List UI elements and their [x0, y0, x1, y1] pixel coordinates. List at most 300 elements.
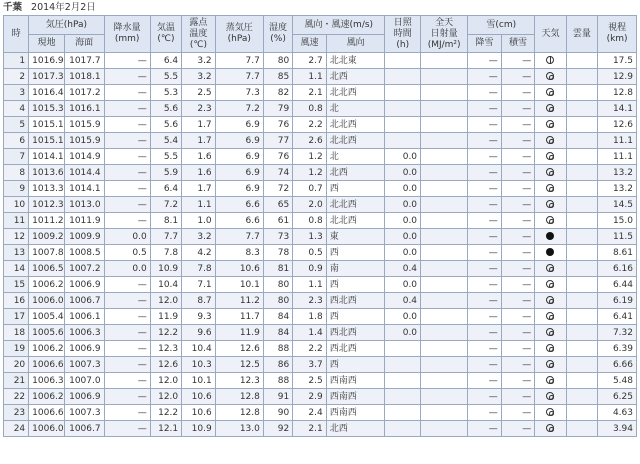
- weather-cell: [535, 69, 566, 85]
- sunshine-cell: [385, 373, 421, 389]
- cloud-cell: [566, 69, 597, 85]
- radiation-cell: [421, 261, 468, 277]
- temp-cell: 7.8: [150, 245, 181, 261]
- radiation-cell: [421, 229, 468, 245]
- radiation-cell: [421, 213, 468, 229]
- radiation-cell: [421, 117, 468, 133]
- pressure-station-cell: 1016.9: [29, 53, 65, 69]
- precip-cell: —: [104, 341, 150, 357]
- visibility-cell: 7.32: [598, 325, 637, 341]
- table-row: [4, 197, 637, 213]
- radiation-cell: [421, 133, 468, 149]
- pressure-station-cell: 1006.2: [29, 389, 65, 405]
- weather-cell: [535, 133, 566, 149]
- dewpoint-cell: 10.4: [182, 341, 216, 357]
- weather-cell: [535, 389, 566, 405]
- snow-depth-cell: —: [501, 133, 535, 149]
- wind-direction-cell: 西: [326, 181, 385, 197]
- pressure-station-cell: 1009.2: [29, 229, 65, 245]
- vapor-cell: 12.6: [215, 341, 263, 357]
- wind-direction-cell: 北: [326, 101, 385, 117]
- visibility-cell: 17.5: [598, 53, 637, 69]
- snow-depth-cell: —: [501, 309, 535, 325]
- snowfall-cell: —: [468, 341, 502, 357]
- weather-cell: [535, 341, 566, 357]
- humidity-cell: 61: [263, 213, 292, 229]
- humidity-cell: 88: [263, 341, 292, 357]
- dewpoint-cell: 1.7: [182, 133, 216, 149]
- snowfall-cell: —: [468, 149, 502, 165]
- snow-depth-cell: —: [501, 261, 535, 277]
- cloud-cell: [566, 405, 597, 421]
- snowfall-header: 降雪: [468, 35, 502, 53]
- radiation-cell: [421, 325, 468, 341]
- humidity-cell: 84: [263, 325, 292, 341]
- pressure-station-cell: 1015.1: [29, 133, 65, 149]
- dewpoint-cell: 1.7: [182, 181, 216, 197]
- table-row: [4, 149, 637, 165]
- wind-direction-cell: 西: [326, 245, 385, 261]
- precip-cell: —: [104, 277, 150, 293]
- humidity-cell: 73: [263, 229, 292, 245]
- sunshine-cell: 0.4: [385, 261, 421, 277]
- weather-cell: [535, 53, 566, 69]
- pressure-sea-cell: 1006.9: [64, 341, 104, 357]
- humidity-cell: 92: [263, 421, 292, 437]
- snowfall-cell: —: [468, 405, 502, 421]
- table-row: [4, 117, 637, 133]
- location-name: 千葉: [3, 2, 23, 13]
- snowfall-cell: —: [468, 197, 502, 213]
- pressure-station-cell: 1006.5: [29, 261, 65, 277]
- vapor-cell: 7.7: [215, 53, 263, 69]
- humidity-cell: 72: [263, 181, 292, 197]
- snow-depth-cell: —: [501, 357, 535, 373]
- snowfall-cell: —: [468, 69, 502, 85]
- hour-cell: 21: [4, 373, 29, 389]
- vapor-cell: 12.3: [215, 373, 263, 389]
- precip-cell: 0.0: [104, 229, 150, 245]
- table-row: [4, 53, 637, 69]
- cloud-header: 雲量: [566, 16, 597, 53]
- table-row: [4, 229, 637, 245]
- snow-depth-cell: —: [501, 421, 535, 437]
- cloud-cell: [566, 357, 597, 373]
- radiation-cell: [421, 341, 468, 357]
- wind-speed-cell: 2.3: [293, 293, 327, 309]
- wind-speed-header: 風速: [293, 35, 327, 53]
- hour-cell: 10: [4, 197, 29, 213]
- table-row: [4, 101, 637, 117]
- wind-speed-cell: 1.2: [293, 149, 327, 165]
- vapor-cell: 6.6: [215, 197, 263, 213]
- sunshine-cell: [385, 69, 421, 85]
- wind-direction-cell: 西南西: [326, 405, 385, 421]
- double-circle-icon: [546, 152, 554, 160]
- cloud-cell: [566, 213, 597, 229]
- cloud-cell: [566, 309, 597, 325]
- temp-cell: 12.0: [150, 373, 181, 389]
- sunshine-cell: [385, 85, 421, 101]
- hour-cell: 15: [4, 277, 29, 293]
- radiation-cell: [421, 357, 468, 373]
- radiation-cell: [421, 101, 468, 117]
- vapor-cell: 6.9: [215, 181, 263, 197]
- circle-bar-icon: [546, 56, 554, 64]
- double-circle-icon: [546, 120, 554, 128]
- radiation-cell: [421, 181, 468, 197]
- hour-cell: 11: [4, 213, 29, 229]
- weather-header: 天気: [535, 16, 566, 53]
- hour-cell: 4: [4, 101, 29, 117]
- table-row: [4, 293, 637, 309]
- hour-cell: 16: [4, 293, 29, 309]
- temp-cell: 12.2: [150, 325, 181, 341]
- humidity-header: 湿度 (%): [263, 16, 292, 53]
- sunshine-cell: [385, 341, 421, 357]
- table-row: [4, 245, 637, 261]
- hour-cell: 24: [4, 421, 29, 437]
- temp-cell: 10.9: [150, 261, 181, 277]
- sunshine-cell: [385, 101, 421, 117]
- weather-cell: [535, 421, 566, 437]
- cloud-cell: [566, 197, 597, 213]
- humidity-cell: 82: [263, 85, 292, 101]
- double-circle-icon: [546, 184, 554, 192]
- cloud-cell: [566, 261, 597, 277]
- temp-cell: 12.2: [150, 405, 181, 421]
- snowfall-cell: —: [468, 325, 502, 341]
- visibility-cell: 11.1: [598, 149, 637, 165]
- pressure-sea-cell: 1017.2: [64, 85, 104, 101]
- pressure-station-cell: 1013.6: [29, 165, 65, 181]
- table-body: [4, 53, 637, 437]
- humidity-cell: 91: [263, 389, 292, 405]
- precip-cell: —: [104, 293, 150, 309]
- temp-cell: 6.4: [150, 53, 181, 69]
- cloud-cell: [566, 53, 597, 69]
- wind-speed-cell: 2.7: [293, 53, 327, 69]
- weather-cell: [535, 325, 566, 341]
- hour-cell: 18: [4, 325, 29, 341]
- table-row: [4, 325, 637, 341]
- visibility-cell: 4.63: [598, 405, 637, 421]
- pressure-sea-cell: 1006.7: [64, 293, 104, 309]
- filled-circle-icon: [546, 232, 554, 240]
- pressure-station-cell: 1007.8: [29, 245, 65, 261]
- double-circle-icon: [546, 312, 554, 320]
- cloud-cell: [566, 277, 597, 293]
- humidity-cell: 81: [263, 261, 292, 277]
- precip-cell: —: [104, 325, 150, 341]
- snowfall-cell: —: [468, 117, 502, 133]
- sunshine-cell: 0.0: [385, 197, 421, 213]
- double-circle-icon: [546, 344, 554, 352]
- dewpoint-cell: 10.6: [182, 389, 216, 405]
- sunshine-cell: 0.0: [385, 149, 421, 165]
- visibility-cell: 6.41: [598, 309, 637, 325]
- wind-direction-cell: 北北西: [326, 197, 385, 213]
- pressure-sea-cell: 1006.1: [64, 309, 104, 325]
- hour-cell: 5: [4, 117, 29, 133]
- dewpoint-cell: 3.2: [182, 53, 216, 69]
- hour-cell: 12: [4, 229, 29, 245]
- visibility-cell: 11.1: [598, 133, 637, 149]
- temp-cell: 5.6: [150, 101, 181, 117]
- pressure-sea-cell: 1017.7: [64, 53, 104, 69]
- wind-speed-cell: 0.5: [293, 245, 327, 261]
- pressure-station-cell: 1017.3: [29, 69, 65, 85]
- precip-cell: —: [104, 53, 150, 69]
- visibility-cell: 6.19: [598, 293, 637, 309]
- sunshine-cell: [385, 117, 421, 133]
- double-circle-icon: [546, 296, 554, 304]
- humidity-cell: 80: [263, 53, 292, 69]
- snow-header: 雪(cm): [468, 16, 535, 35]
- weather-cell: [535, 101, 566, 117]
- vapor-cell: 7.2: [215, 101, 263, 117]
- wind-direction-cell: 西北西: [326, 293, 385, 309]
- radiation-cell: [421, 277, 468, 293]
- pressure-sea-cell: 1007.3: [64, 357, 104, 373]
- pressure-station-cell: 1016.4: [29, 85, 65, 101]
- pressure-sea-cell: 1006.9: [64, 389, 104, 405]
- pressure-station-cell: 1005.6: [29, 325, 65, 341]
- wind-direction-cell: 北北西: [326, 85, 385, 101]
- visibility-cell: 13.2: [598, 181, 637, 197]
- cloud-cell: [566, 181, 597, 197]
- visibility-cell: 3.94: [598, 421, 637, 437]
- precip-cell: —: [104, 101, 150, 117]
- pressure-sea-cell: 1006.7: [64, 421, 104, 437]
- temp-cell: 10.4: [150, 277, 181, 293]
- precip-cell: 0.5: [104, 245, 150, 261]
- snowfall-cell: —: [468, 389, 502, 405]
- precip-cell: 0.0: [104, 261, 150, 277]
- pressure-station-cell: 1015.1: [29, 117, 65, 133]
- temp-cell: 7.2: [150, 197, 181, 213]
- snowfall-cell: —: [468, 373, 502, 389]
- double-circle-icon: [546, 376, 554, 384]
- dewpoint-cell: 10.3: [182, 357, 216, 373]
- radiation-cell: [421, 245, 468, 261]
- pressure-station-cell: 1006.6: [29, 357, 65, 373]
- dewpoint-cell: 10.1: [182, 373, 216, 389]
- precip-cell: —: [104, 357, 150, 373]
- wind-direction-cell: 北北西: [326, 213, 385, 229]
- visibility-cell: 15.0: [598, 213, 637, 229]
- precip-cell: —: [104, 85, 150, 101]
- snow-depth-cell: —: [501, 213, 535, 229]
- precip-header: 降水量 (mm): [104, 16, 150, 53]
- double-circle-icon: [546, 104, 554, 112]
- snow-depth-cell: —: [501, 277, 535, 293]
- sunshine-cell: 0.0: [385, 213, 421, 229]
- cloud-cell: [566, 101, 597, 117]
- dewpoint-cell: 7.8: [182, 261, 216, 277]
- wind-direction-cell: 東: [326, 229, 385, 245]
- pressure-sea-cell: 1015.9: [64, 133, 104, 149]
- radiation-cell: [421, 421, 468, 437]
- dewpoint-cell: 7.1: [182, 277, 216, 293]
- table-row: [4, 389, 637, 405]
- snowfall-cell: —: [468, 165, 502, 181]
- hour-cell: 2: [4, 69, 29, 85]
- weather-cell: [535, 181, 566, 197]
- weather-cell: [535, 309, 566, 325]
- precip-cell: —: [104, 117, 150, 133]
- wind-speed-cell: 2.9: [293, 389, 327, 405]
- snow-depth-cell: —: [501, 229, 535, 245]
- weather-cell: [535, 357, 566, 373]
- vapor-cell: 12.8: [215, 405, 263, 421]
- wind-direction-cell: 北北西: [326, 117, 385, 133]
- table-row: [4, 341, 637, 357]
- cloud-cell: [566, 149, 597, 165]
- vapor-cell: 10.6: [215, 261, 263, 277]
- table-row: [4, 213, 637, 229]
- weather-cell: [535, 229, 566, 245]
- pressure-sea-header: 海面: [64, 35, 104, 53]
- sunshine-cell: [385, 53, 421, 69]
- wind-speed-cell: 0.8: [293, 101, 327, 117]
- radiation-cell: [421, 53, 468, 69]
- humidity-cell: 84: [263, 309, 292, 325]
- snowfall-cell: —: [468, 261, 502, 277]
- page-title: [3, 2, 96, 14]
- radiation-cell: [421, 197, 468, 213]
- wind-direction-cell: 北西: [326, 421, 385, 437]
- precip-cell: —: [104, 421, 150, 437]
- double-circle-icon: [546, 168, 554, 176]
- pressure-sea-cell: 1011.9: [64, 213, 104, 229]
- table-row: [4, 277, 637, 293]
- weather-cell: [535, 245, 566, 261]
- temp-cell: 6.4: [150, 181, 181, 197]
- vapor-cell: 7.3: [215, 85, 263, 101]
- pressure-station-cell: 1012.3: [29, 197, 65, 213]
- cloud-cell: [566, 325, 597, 341]
- snow-depth-header: 積雪: [501, 35, 535, 53]
- wind-speed-cell: 0.9: [293, 261, 327, 277]
- humidity-cell: 80: [263, 277, 292, 293]
- hour-cell: 22: [4, 389, 29, 405]
- hour-cell: 20: [4, 357, 29, 373]
- wind-speed-cell: 0.7: [293, 181, 327, 197]
- pressure-station-cell: 1006.3: [29, 373, 65, 389]
- weather-cell: [535, 405, 566, 421]
- cloud-cell: [566, 133, 597, 149]
- pressure-sea-cell: 1007.0: [64, 373, 104, 389]
- pressure-sea-cell: 1008.5: [64, 245, 104, 261]
- table-row: [4, 309, 637, 325]
- hourly-observation-table: [3, 15, 637, 437]
- double-circle-icon: [546, 88, 554, 96]
- snow-depth-cell: —: [501, 69, 535, 85]
- temp-cell: 5.5: [150, 149, 181, 165]
- precip-cell: —: [104, 197, 150, 213]
- vapor-cell: 7.7: [215, 69, 263, 85]
- visibility-cell: 11.5: [598, 229, 637, 245]
- visibility-header: 視程 (km): [598, 16, 637, 53]
- pressure-sea-cell: 1006.9: [64, 277, 104, 293]
- double-circle-icon: [546, 360, 554, 368]
- precip-cell: —: [104, 133, 150, 149]
- cloud-cell: [566, 85, 597, 101]
- snow-depth-cell: —: [501, 293, 535, 309]
- pressure-sea-cell: 1007.2: [64, 261, 104, 277]
- dewpoint-cell: 1.6: [182, 165, 216, 181]
- visibility-cell: 5.48: [598, 373, 637, 389]
- visibility-cell: 6.39: [598, 341, 637, 357]
- vapor-cell: 12.5: [215, 357, 263, 373]
- snowfall-cell: —: [468, 133, 502, 149]
- sunshine-cell: 0.0: [385, 277, 421, 293]
- precip-cell: —: [104, 389, 150, 405]
- double-circle-icon: [546, 136, 554, 144]
- dewpoint-cell: 10.6: [182, 405, 216, 421]
- pressure-station-cell: 1014.1: [29, 149, 65, 165]
- snow-depth-cell: —: [501, 389, 535, 405]
- temp-cell: 12.1: [150, 421, 181, 437]
- wind-speed-cell: 2.1: [293, 421, 327, 437]
- double-circle-icon: [546, 72, 554, 80]
- weather-cell: [535, 85, 566, 101]
- vapor-cell: 10.1: [215, 277, 263, 293]
- dewpoint-cell: 2.5: [182, 85, 216, 101]
- wind-speed-cell: 0.8: [293, 213, 327, 229]
- visibility-cell: 14.5: [598, 197, 637, 213]
- snowfall-cell: —: [468, 309, 502, 325]
- snowfall-cell: —: [468, 277, 502, 293]
- table-row: [4, 357, 637, 373]
- table-row: [4, 165, 637, 181]
- vapor-cell: 11.7: [215, 309, 263, 325]
- dewpoint-cell: 1.7: [182, 117, 216, 133]
- observation-date: 2014年2月2日: [31, 2, 96, 13]
- table-row: [4, 85, 637, 101]
- pressure-station-cell: 1006.2: [29, 277, 65, 293]
- visibility-cell: 6.44: [598, 277, 637, 293]
- sunshine-cell: [385, 389, 421, 405]
- weather-cell: [535, 165, 566, 181]
- wind-direction-cell: 北西: [326, 69, 385, 85]
- pressure-station-header: 現地: [29, 35, 65, 53]
- hour-cell: 9: [4, 181, 29, 197]
- temp-cell: 7.7: [150, 229, 181, 245]
- weather-cell: [535, 117, 566, 133]
- precip-cell: —: [104, 181, 150, 197]
- snow-depth-cell: —: [501, 101, 535, 117]
- wind-speed-cell: 1.1: [293, 69, 327, 85]
- hour-cell: 17: [4, 309, 29, 325]
- double-circle-icon: [546, 216, 554, 224]
- wind-direction-cell: 南: [326, 261, 385, 277]
- vapor-cell: 6.9: [215, 133, 263, 149]
- wind-speed-cell: 2.2: [293, 117, 327, 133]
- double-circle-icon: [546, 264, 554, 272]
- dewpoint-header: 露点 温度 (℃): [182, 16, 216, 53]
- vapor-cell: 13.0: [215, 421, 263, 437]
- vapor-header: 蒸気圧 (hPa): [215, 16, 263, 53]
- snow-depth-cell: —: [501, 117, 535, 133]
- hour-cell: 13: [4, 245, 29, 261]
- weather-cell: [535, 373, 566, 389]
- visibility-cell: 8.61: [598, 245, 637, 261]
- dewpoint-cell: 3.2: [182, 229, 216, 245]
- pressure-sea-cell: 1009.9: [64, 229, 104, 245]
- cloud-cell: [566, 229, 597, 245]
